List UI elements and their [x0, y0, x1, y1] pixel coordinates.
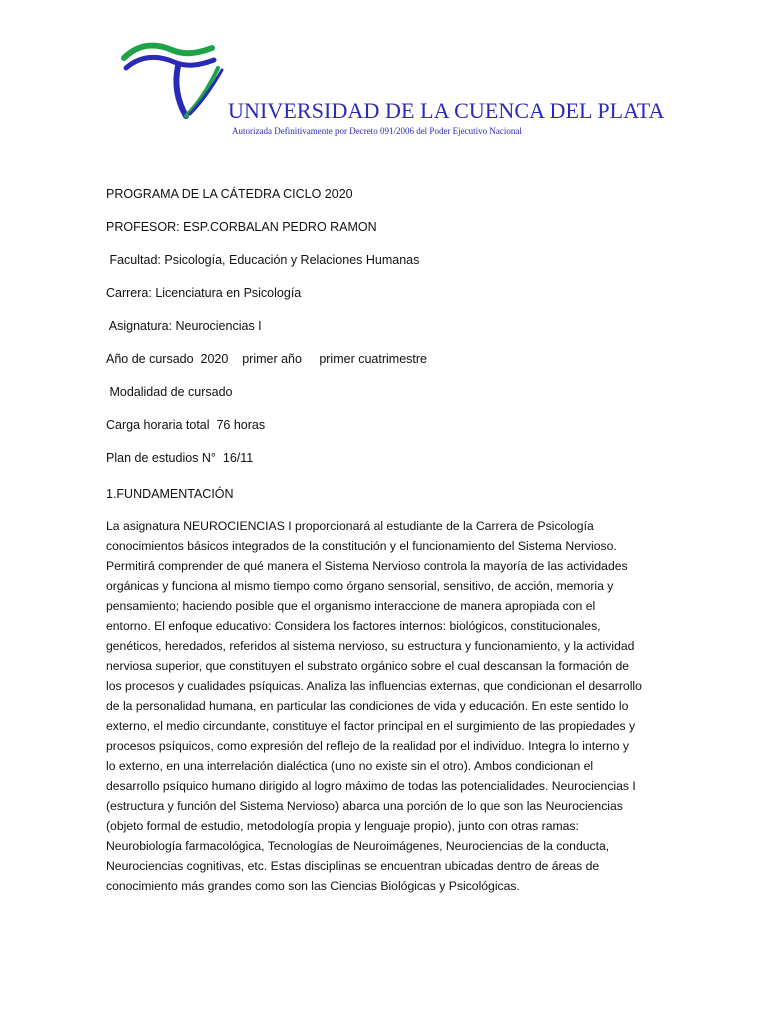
study-plan-line: Plan de estudios N° 16/11 [106, 451, 254, 465]
professor-line: PROFESOR: ESP.CORBALAN PEDRO RAMON [106, 220, 377, 234]
faculty-line: Facultad: Psicología, Educación y Relaciones Humanas [106, 253, 420, 267]
paragraph-line: (objeto formal de estudio, metodología propia y lenguaje propio), junto con otras ramas: [106, 819, 579, 833]
paragraph-line: lo externo, en una interrelación dialéctica (uno no existe sin el otro). Ambos condicionan el [106, 759, 594, 773]
program-fields [106, 186, 666, 483]
paragraph-line: pensamiento; haciendo posible que el organismo interaccione de manera apropiada con el [106, 599, 596, 613]
program-title: PROGRAMA DE LA CÁTEDRA CICLO 2020 [106, 187, 353, 201]
paragraph-line: orgánicas y funciona al mismo tiempo como órgano sensorial, sensitivo, de acción, memoria y [106, 579, 614, 593]
paragraph-line: de la personalidad humana, en particular las condiciones de vida y educación. En este sentido lo [106, 699, 629, 713]
paragraph-line: conocimiento más grandes como son las Ciencias Biológicas y Psicológicas. [106, 879, 520, 893]
paragraph-line: genéticos, heredados, referidos al sistema nervioso, su estructura y funcionamiento, y la actividad [106, 639, 635, 653]
paragraph-line: Neurociencias cognitivas, etc. Estas disciplinas se encuentran ubicadas dentro de áreas de [106, 859, 600, 873]
section-heading: 1.FUNDAMENTACIÓN [106, 487, 234, 501]
authorization-note: Autorizada Definitivamente por Decreto 091/2006 del Poder Ejecutivo Nacional [232, 126, 522, 136]
university-name: UNIVERSIDAD DE LA CUENCA DEL PLATA [228, 98, 665, 123]
university-logo-icon [120, 40, 230, 125]
modality-line: Modalidad de cursado [106, 385, 233, 399]
workload-line: Carga horaria total 76 horas [106, 418, 266, 432]
paragraph-line: Neurobiología farmacológica, Tecnologías de Neuroimágenes, Neurociencias de la conducta, [106, 839, 610, 853]
fundamentacion-paragraph [106, 516, 662, 896]
paragraph-line: los procesos y cualidades psíquicas. Analiza las influencias externas, que condicionan el desarrollo [106, 679, 642, 693]
paragraph-line: entorno. El enfoque educativo: Considera los factores internos: biológicos, constitucionales, [106, 619, 601, 633]
paragraph-line: La asignatura NEUROCIENCIAS I proporcionará al estudiante de la Carrera de Psicología [106, 519, 594, 533]
year-line: Año de cursado 2020 primer año primer cuatrimestre [106, 352, 427, 366]
paragraph-line: conocimientos básicos integrados de la constitución y el funcionamiento del Sistema Nervioso. [106, 539, 617, 553]
paragraph-line: (estructura y función del Sistema Nervioso) abarca una porción de lo que son las Neurociencias [106, 799, 623, 813]
paragraph-line: nerviosa superior, que constituyen el substrato orgánico sobre el cual descansan la formación de [106, 659, 630, 673]
subject-line: Asignatura: Neurociencias I [106, 319, 262, 333]
career-line: Carrera: Licenciatura en Psicología [106, 286, 302, 300]
paragraph-line: desarrollo psíquico humano dirigido al logro máximo de todas las potencialidades. Neurociencias I [106, 779, 636, 793]
paragraph-line: Permitirá comprender de qué manera el Sistema Nervioso controla la mayoría de las actividades [106, 559, 628, 573]
paragraph-line: procesos psíquicos, como expresión del reflejo de la realidad por el individuo. Integra lo interno y [106, 739, 630, 753]
paragraph-line: externo, el medio circundante, constituye el factor principal en el surgimiento de las propiedades y [106, 719, 636, 733]
